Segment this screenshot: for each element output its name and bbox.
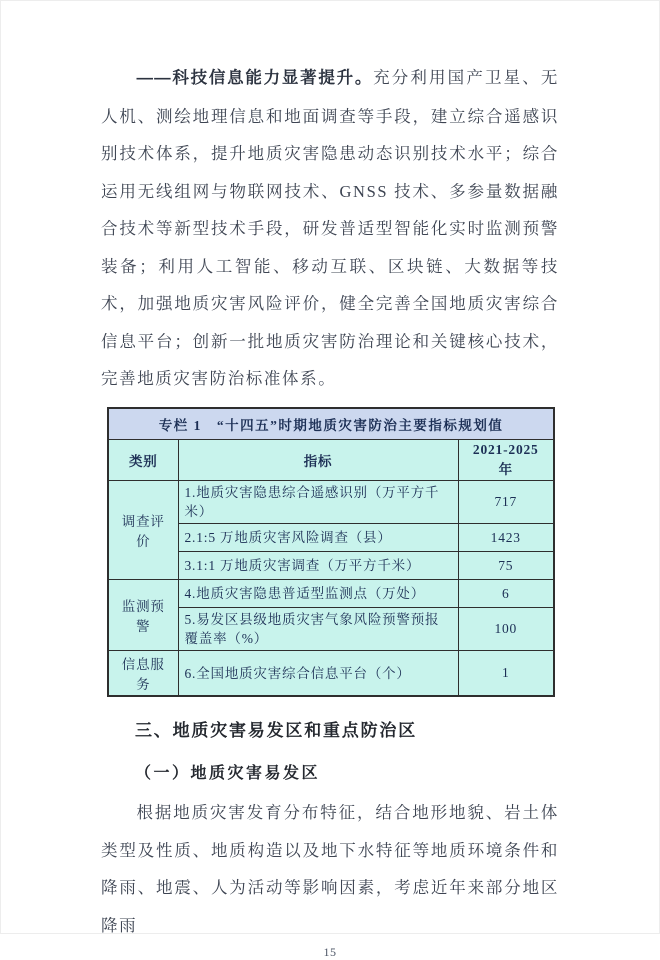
paragraph-prone-areas: 根据地质灾害发育分布特征，结合地形地貌、岩土体类型及性质、地质构造以及地下水特征等地质环境条件和降雨、地震、人为活动等影响因素，考虑近年来部分地区降雨	[101, 803, 559, 935]
section-heading: 三、地质灾害易发区和重点防治区	[135, 721, 417, 740]
indicator-cell: 3.1:1 万地质灾害调查（万平方千米）	[178, 552, 458, 580]
table-title: 专栏 1 “十四五”时期地质灾害防治主要指标规划值	[108, 408, 554, 440]
paragraph-tech-capability	[101, 59, 559, 398]
table-title-row	[108, 408, 554, 440]
table-header-row	[108, 440, 554, 481]
indicator-table-container	[107, 407, 553, 698]
paragraph-lead-emphasis: ——科技信息能力显著提升。	[136, 69, 374, 87]
table-row	[108, 481, 554, 524]
value-cell: 1423	[458, 524, 554, 552]
value-cell: 1	[458, 651, 554, 697]
indicator-cell: 4.地质灾害隐患普适型监测点（万处）	[178, 580, 458, 608]
indicator-table	[107, 407, 555, 698]
paragraph-continuation: 充分利用国产卫星、无人机、测绘地理信息和地面调查等手段，建立综合遥感识别技术体系，提升地质灾害隐患动态识别技术水平；综合运用无线组网与物联网技术、GNSS 技术、多参量数据融合技术等新型技术手段，研发普适型智能化实时监测预警装备；利用人工智能、移动互联、区块链、大数据等技术，加强地质灾害风险评价，健全完善全国地质灾害综合信息平台；创新一批地质灾害防治理论和关键核心技术，完善地质灾害防治标准体系。	[101, 68, 560, 388]
table-row	[108, 651, 554, 697]
page-content	[1, 1, 659, 960]
indicator-cell: 2.1:5 万地质灾害风险调查（县）	[178, 524, 458, 552]
value-cell: 100	[458, 608, 554, 651]
indicator-cell: 6.全国地质灾害综合信息平台（个）	[178, 651, 458, 697]
category-cell-survey-evaluation: 调查评价	[108, 481, 178, 580]
column-header-indicator: 指标	[178, 440, 458, 481]
indicator-cell: 1.地质灾害隐患综合遥感识别（万平方千米）	[178, 481, 458, 524]
category-cell-monitor-warning: 监测预警	[108, 580, 178, 651]
value-cell: 6	[458, 580, 554, 608]
value-cell: 75	[458, 552, 554, 580]
subsection-heading: （一）地质灾害易发区	[135, 765, 321, 782]
column-header-category: 类别	[108, 440, 178, 481]
page-number: 15	[323, 945, 337, 959]
category-cell-info-service: 信息服务	[108, 651, 178, 697]
value-cell: 717	[458, 481, 554, 524]
table-row	[108, 580, 554, 608]
column-header-period: 2021-2025 年	[458, 440, 554, 481]
indicator-cell: 5.易发区县级地质灾害气象风险预警预报覆盖率（%）	[178, 608, 458, 651]
